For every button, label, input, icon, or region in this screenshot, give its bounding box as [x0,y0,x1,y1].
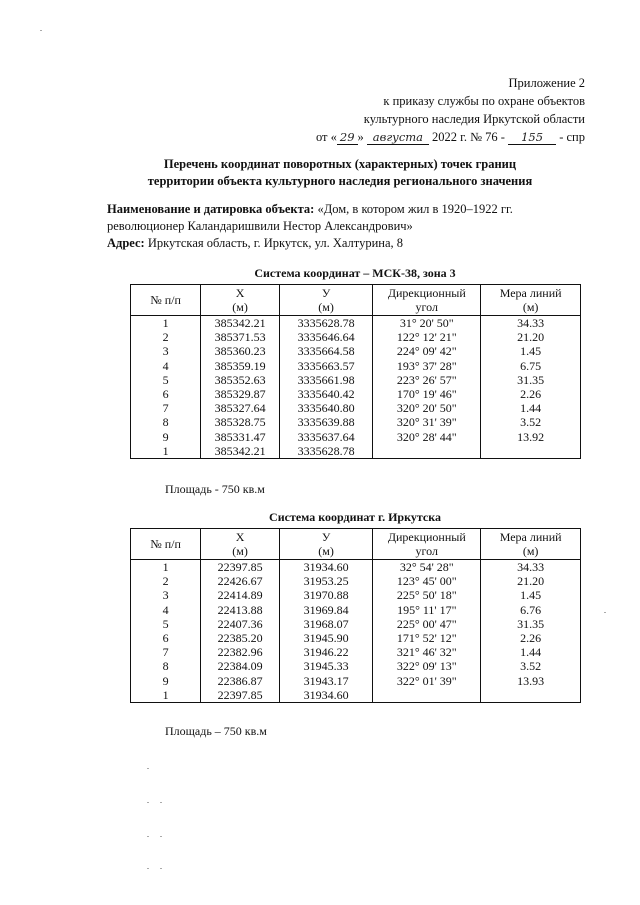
cell-x: 22413.88 [201,603,280,617]
cell-y: 31953.25 [279,574,372,588]
header-direction [373,529,481,560]
table2-title: Система координат г. Иркутска [269,510,441,524]
cell-length: 31.35 [481,373,581,387]
cell-y: 31945.90 [279,631,372,645]
header-x [201,285,280,316]
header-y-unit: (м) [318,300,334,314]
scan-speck [40,30,42,31]
table-row [131,688,581,703]
appendix-date-line [316,128,585,146]
cell-y: 3335663.57 [279,359,372,373]
header-direction-2: угол [415,300,438,314]
table-row [131,674,581,688]
header-length-2: (м) [522,544,539,558]
cell-length: 21.20 [481,330,581,344]
cell-direction: 321° 46' 32" [373,645,481,659]
cell-direction: 320° 28' 44" [373,430,481,444]
cell-num: 3 [131,588,201,602]
cell-x: 22397.85 [201,688,280,703]
cell-y: 31945.33 [279,659,372,673]
cell-x: 385352.63 [201,373,280,387]
cell-y: 31943.17 [279,674,372,688]
header-direction-1: Дирекционный [387,530,466,544]
cell-x: 385342.21 [201,444,280,459]
cell-x: 385342.21 [201,316,280,331]
table-row [131,645,581,659]
header-length-1: Мера линий [499,286,562,300]
coords-table-msk38 [130,284,581,459]
cell-direction: 320° 20' 50" [373,401,481,415]
handwritten-month: августа [367,130,429,145]
scan-speck [147,868,149,869]
cell-y: 3335628.78 [279,316,372,331]
cell-y: 3335640.80 [279,401,372,415]
table-row [131,415,581,429]
cell-length: 1.45 [481,344,581,358]
object-name-label: Наименование и датировка объекта: [107,202,315,216]
cell-num: 9 [131,674,201,688]
cell-num: 9 [131,430,201,444]
header-num: № п/п [131,285,201,316]
cell-x: 385360.23 [201,344,280,358]
cell-y: 3335664.58 [279,344,372,358]
cell-y: 31968.07 [279,617,372,631]
cell-num: 3 [131,344,201,358]
table-row [131,631,581,645]
cell-length [481,688,581,703]
cell-length: 34.33 [481,316,581,331]
cell-y: 3335639.88 [279,415,372,429]
header-x [201,529,280,560]
cell-length: 2.26 [481,631,581,645]
handwritten-day: 29 [337,130,358,145]
cell-length: 13.93 [481,674,581,688]
cell-direction: 322° 09' 13" [373,659,481,673]
appendix-line-2: к приказу службы по охране объектов [383,94,585,108]
date-year-number: 2022 г. № 76 - [428,130,509,144]
cell-y: 31969.84 [279,603,372,617]
cell-direction: 193° 37' 28" [373,359,481,373]
cell-y: 3335628.78 [279,444,372,459]
cell-direction: 170° 19' 46" [373,387,481,401]
cell-x: 385329.87 [201,387,280,401]
address-line [107,235,607,252]
title-line-1: Перечень координат поворотных (характерных) точек границ [163,157,517,171]
header-y-unit: (м) [318,544,334,558]
cell-num: 2 [131,574,201,588]
cell-x: 385359.19 [201,359,280,373]
cell-direction [373,444,481,459]
cell-y: 31970.88 [279,588,372,602]
table-row [131,659,581,673]
table-row [131,430,581,444]
title-line-2: территории объекта культурного наследия регионального значения [147,174,533,188]
cell-num: 1 [131,688,201,703]
cell-x: 22386.87 [201,674,280,688]
header-y [279,529,372,560]
cell-num: 7 [131,401,201,415]
cell-direction: 223° 26' 57" [373,373,481,387]
cell-length: 6.75 [481,359,581,373]
cell-x: 22382.96 [201,645,280,659]
handwritten-order-number: 155 [508,130,556,145]
object-name-line-1 [107,201,607,218]
table2-area: Площадь – 750 кв.м [165,724,267,738]
cell-x: 385331.47 [201,430,280,444]
cell-length: 6.76 [481,603,581,617]
table-row [131,617,581,631]
scan-speck [160,802,162,803]
cell-y: 3335646.64 [279,330,372,344]
cell-num: 4 [131,359,201,373]
coords-table-irkutsk [130,528,581,703]
cell-x: 22397.85 [201,560,280,575]
cell-length: 3.52 [481,415,581,429]
header-direction-1: Дирекционный [387,286,466,300]
cell-length: 31.35 [481,617,581,631]
cell-length: 34.33 [481,560,581,575]
cell-y: 3335661.98 [279,373,372,387]
table1-title: Система координат – МСК-38, зона 3 [254,266,456,280]
cell-length: 1.44 [481,401,581,415]
table-row [131,330,581,344]
scan-speck [147,802,149,803]
object-name-value-1: «Дом, в котором жил в 1920–1922 гг. [314,202,513,216]
cell-num: 7 [131,645,201,659]
cell-num: 5 [131,373,201,387]
cell-length: 13.92 [481,430,581,444]
appendix-line-3: культурного наследия Иркутской области [363,112,585,126]
cell-num: 1 [131,444,201,459]
cell-num: 1 [131,316,201,331]
table-row [131,574,581,588]
cell-y: 31946.22 [279,645,372,659]
header-length-2: (м) [522,300,539,314]
header-y-label: У [321,286,331,300]
table-row [131,344,581,358]
table-row [131,444,581,459]
cell-num: 4 [131,603,201,617]
cell-y: 31934.60 [279,688,372,703]
cell-x: 22384.09 [201,659,280,673]
cell-length: 2.26 [481,387,581,401]
appendix-header [316,74,585,146]
scan-speck [147,768,149,769]
cell-x: 385328.75 [201,415,280,429]
cell-direction: 320° 31' 39" [373,415,481,429]
cell-y: 3335640.42 [279,387,372,401]
date-mid: » [357,130,367,144]
table-header-row [131,529,581,560]
cell-direction: 31° 20' 50" [373,316,481,331]
cell-direction [373,688,481,703]
cell-direction: 123° 45' 00" [373,574,481,588]
object-name-value-2: революционер Каландаришвили Нестор Александрович» [107,219,413,233]
cell-length: 1.45 [481,588,581,602]
scan-speck [160,868,162,869]
cell-direction: 122° 12' 21" [373,330,481,344]
cell-num: 1 [131,560,201,575]
header-direction [373,285,481,316]
header-x-unit: (м) [232,544,248,558]
date-suffix: - спр [556,130,585,144]
table1-area: Площадь - 750 кв.м [165,482,265,496]
address-value: Иркутская область, г. Иркутск, ул. Халтурина, 8 [144,236,403,250]
cell-direction: 32° 54' 28" [373,560,481,575]
table-header-row [131,285,581,316]
table-row [131,401,581,415]
cell-num: 6 [131,631,201,645]
cell-direction: 225° 00' 47" [373,617,481,631]
appendix-line-1: Приложение 2 [508,76,585,90]
cell-length [481,444,581,459]
cell-num: 6 [131,387,201,401]
cell-x: 22414.89 [201,588,280,602]
header-direction-2: угол [415,544,438,558]
cell-direction: 224° 09' 42" [373,344,481,358]
header-y-label: У [321,530,331,544]
cell-direction: 322° 01' 39" [373,674,481,688]
cell-num: 8 [131,415,201,429]
scan-speck [160,836,162,837]
cell-x: 22407.36 [201,617,280,631]
cell-length: 3.52 [481,659,581,673]
cell-length: 1.44 [481,645,581,659]
header-num: № п/п [131,529,201,560]
header-y [279,285,372,316]
object-info [107,201,607,252]
table-row [131,588,581,602]
cell-num: 5 [131,617,201,631]
document-title [60,156,620,190]
table-row [131,359,581,373]
cell-direction: 195° 11' 17" [373,603,481,617]
table-row [131,603,581,617]
cell-num: 8 [131,659,201,673]
header-length [481,285,581,316]
cell-length: 21.20 [481,574,581,588]
cell-x: 22385.20 [201,631,280,645]
header-x-label: Х [235,530,245,544]
scan-speck [147,836,149,837]
cell-direction: 225° 50' 18" [373,588,481,602]
table-row [131,560,581,575]
table-row [131,316,581,331]
header-x-label: Х [235,286,245,300]
cell-x: 385371.53 [201,330,280,344]
table-row [131,373,581,387]
cell-num: 2 [131,330,201,344]
date-prefix: от « [315,130,337,144]
cell-x: 385327.64 [201,401,280,415]
header-length [481,529,581,560]
scan-speck [604,612,606,613]
cell-y: 31934.60 [279,560,372,575]
header-length-1: Мера линий [499,530,562,544]
header-x-unit: (м) [232,300,248,314]
cell-x: 22426.67 [201,574,280,588]
table-row [131,387,581,401]
cell-direction: 171° 52' 12" [373,631,481,645]
address-label: Адрес: [107,236,145,250]
cell-y: 3335637.64 [279,430,372,444]
